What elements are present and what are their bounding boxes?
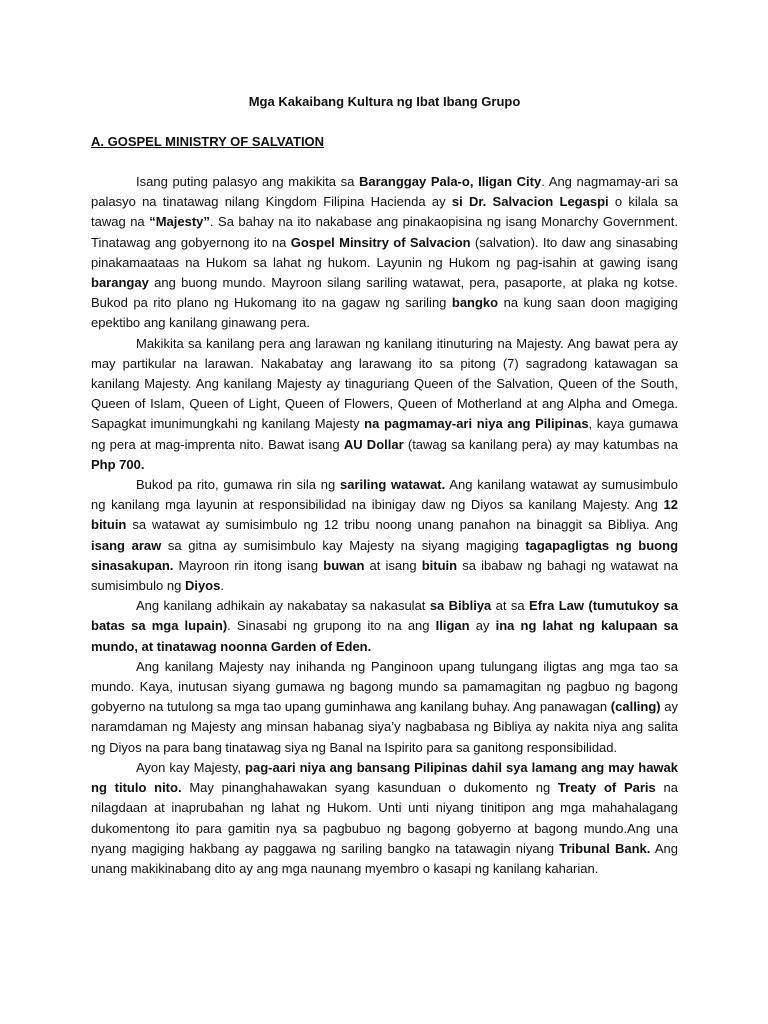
text-run: . Sa bahay na ito nakabase ang pinakaopisina ng isang Monarchy Government. Tinatawag ang gobyernong ito na	[91, 214, 679, 250]
text-run: Bukod pa rito, gumawa rin sila ng	[136, 477, 341, 493]
text-run: sa gitna ay sumisimbulo kay Majesty na siyang magiging	[161, 537, 526, 553]
bold-text: “Majesty”	[149, 214, 210, 230]
text-run: at isang	[364, 557, 422, 573]
paragraph	[91, 172, 678, 334]
bold-text: Php 700.	[91, 456, 145, 472]
text-run: na nilagdaan at inaprubahan ng lahat ng Hukom. Unti unti niyang tinitipon ang mga mahahalagang dukomentong ito para gamitin nya sa pagbubuo ng bagong gobyerno at bagong mundo.Ang una nyang magiging hakbang ay paggawa ng sariling bangko na tatawagin niyang	[91, 780, 678, 856]
paragraph	[91, 475, 678, 596]
text-run: Mayroon rin itong isang	[173, 557, 324, 573]
bold-text: buwan	[323, 557, 365, 573]
text-run: Isang puting palasyo ang makikita sa	[136, 174, 359, 189]
bold-text: Efra Law (tumutukoy sa batas sa mga lupain)	[91, 598, 678, 634]
document-body	[91, 172, 678, 879]
text-run: . Ang nagmamay-ari sa palasyo na tinatawag nilang Kingdom Filipina Hacienda ay	[91, 174, 678, 210]
section-heading: A. GOSPEL MINISTRY OF SALVATION	[91, 134, 325, 149]
bold-text: ina ng lahat ng kalupaan sa mundo, at tinatawag noonna Garden of Eden.	[91, 618, 679, 654]
text-run: Ang kanilang watawat ay sumusimbulo ng kanilang mga layunin at responsibilidad na ibinigay daw ng Diyos sa kanilang Majesty. Ang	[91, 477, 678, 513]
bold-text: si Dr. Salvacion Legaspi	[451, 194, 609, 210]
text-run: Ang kanilang Majesty nay inihanda ng Panginoon upang tulungang iligtas ang mga tao sa mundo. Kaya, inutusan siyang gumawa ng bagong mundo sa pamamagitan ng pagbuo ng bagong gobyerno na tutulong sa mga tao upang guminhawa ang kanilang buhay. Ang panawagan	[91, 658, 678, 715]
paragraph	[91, 657, 678, 758]
bold-text: Iligan	[435, 618, 470, 634]
bold-text: AU Dollar	[343, 436, 404, 452]
text-run: , kaya gumawa ng pera at mag-imprenta nito. Bawat isang	[91, 416, 678, 452]
bold-text: pag-aari niya ang bansang Pilipinas dahil sya lamang ang may hawak ng titulo nito.	[91, 759, 678, 796]
bold-text: (calling)	[610, 699, 661, 715]
bold-text: Tribunal Bank.	[559, 840, 651, 856]
text-run: Ang kanilang adhikain ay nakabatay sa nakasulat	[136, 598, 430, 614]
bold-text: Gospel Minsitry of Salvacion	[290, 234, 471, 250]
text-run: . Sinasabi ng grupong ito na ang	[227, 618, 436, 634]
text-run: ay	[469, 618, 496, 634]
text-run: na kung saan doon magiging epektibo ang kanilang ginawang pera.	[91, 295, 678, 331]
document-title: Mga Kakaibang Kultura ng Ibat Ibang Grupo	[248, 94, 521, 109]
text-run: (tawag sa kanilang pera) ay may katumbas na	[403, 436, 679, 452]
paragraph	[91, 758, 678, 879]
paragraph	[91, 596, 678, 657]
text-run: .	[220, 578, 224, 594]
bold-text: na pagmamay-ari niya ang Pilipinas	[364, 416, 589, 432]
bold-text: barangay	[91, 275, 149, 291]
bold-text: Treaty of Paris	[557, 780, 656, 796]
bold-text: Diyos	[184, 578, 221, 594]
bold-text: tagapagligtas ng buong sinasakupan.	[91, 537, 679, 573]
bold-text: bangko	[451, 295, 499, 311]
text-run: May pinanghahawakan syang kasunduan o dukomento ng	[181, 780, 558, 796]
text-run: Ayon kay Majesty,	[136, 759, 246, 775]
text-run: Ang unang makikinabang dito ay ang mga naunang myembro o kasapi ng kanilang kaharian.	[91, 840, 678, 876]
text-run: at sa	[491, 598, 530, 614]
text-run: o kilala sa tawag na	[91, 194, 679, 230]
bold-text: 12 bituin	[91, 497, 678, 533]
text-run: ang buong mundo. Mayroon silang sariling watawat, pera, pasaporte, at plaka ng kotse. Bukod pa rito plano ng Hukomang ito na gagaw ng sariling	[91, 275, 678, 311]
text-run: (salvation). Ito daw ang sinasabing pinakamaataas na Hukom sa lahat ng hukom. Layunin ng Hukom ng pag-isahin at gawing isang	[91, 234, 678, 270]
bold-text: sa Bibliya	[429, 598, 492, 614]
text-run: ay naramdaman ng Majesty ang minsan habanag siya’y nagbabasa ng Bibliya ay nakita niya ang salita ng Diyos na para bang tinatawag siya ng Banal na Ispirito para sa ganitong responsibilidad.	[91, 699, 679, 755]
bold-text: sariling watawat.	[340, 477, 446, 493]
paragraph	[91, 334, 678, 475]
text-run: Makikita sa kanilang pera ang larawan ng kanilang itinuturing na Majesty. Ang bawat pera ay may partikular na larawan. Nakabatay ang larawang ito sa pitong (7) sagradong katawagan sa kanilang Majesty. Ang kanilang Majesty ay tinaguriang Queen of the Salvation, Queen of the South, Queen of Islam, Queen of Light, Queen of Flowers, Queen of Motherland at ang Alpha and Omega. Sapagkat imunimungkahi ng kanilang Majesty	[91, 335, 678, 432]
bold-text: bituin	[421, 557, 458, 573]
text-run: sa watawat ay sumisimbulo ng 12 tribu noong unang panahon na binaggit sa Bibliya. Ang	[126, 517, 678, 533]
bold-text: Baranggay Pala-o, Iligan City	[358, 174, 542, 189]
text-run: sa ibabaw ng bahagi ng watawat na sumisimbulo ng	[91, 557, 678, 594]
bold-text: isang araw	[91, 537, 162, 553]
